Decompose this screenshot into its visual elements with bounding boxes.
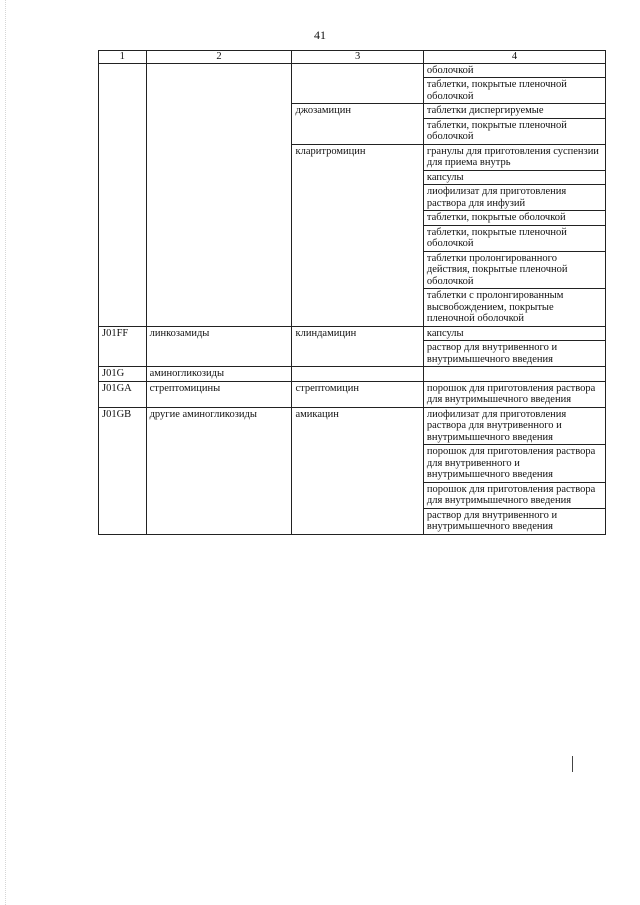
drug-name-cell: амикацин: [292, 407, 423, 534]
table-row: [99, 63, 606, 78]
dosage-form-cell: раствор для внутривенного и внутримышечного введения: [423, 341, 605, 367]
group-name-cell: линкозамиды: [146, 326, 292, 367]
page-number: 41: [314, 28, 326, 42]
margin-mark: [572, 756, 573, 772]
drug-name-cell: [292, 367, 423, 382]
header-row: [99, 51, 606, 64]
table-body: [99, 63, 606, 534]
table-row: [99, 326, 606, 341]
drug-name-cell: [292, 63, 423, 104]
table-row: [99, 381, 606, 407]
table-header: [99, 51, 606, 64]
dosage-form-cell: таблетки, покрытые пленочной оболочкой: [423, 225, 605, 251]
header-col-3: 3: [292, 51, 423, 64]
dosage-form-cell: порошок для приготовления раствора для внутримышечного введения: [423, 381, 605, 407]
dosage-form-cell: таблетки пролонгированного действия, покрытые пленочной оболочкой: [423, 251, 605, 289]
dosage-form-cell: [423, 367, 605, 382]
dosage-form-cell: порошок для приготовления раствора для внутривенного и внутримышечного введения: [423, 445, 605, 483]
scan-margin-line: [5, 0, 6, 905]
table-row: [99, 407, 606, 445]
group-name-cell: другие аминогликозиды: [146, 407, 292, 534]
group-name-cell: стрептомицины: [146, 381, 292, 407]
dosage-form-cell: оболочкой: [423, 63, 605, 78]
group-name-cell: [146, 63, 292, 326]
drug-name-cell: стрептомицин: [292, 381, 423, 407]
atc-code-cell: J01GA: [99, 381, 147, 407]
dosage-form-cell: лиофилизат для приготовления раствора для внутривенного и внутримышечного введения: [423, 407, 605, 445]
dosage-form-cell: таблетки с пролонгированным высвобождением, покрытые пленочной оболочкой: [423, 289, 605, 327]
dosage-form-cell: порошок для приготовления раствора для внутримышечного введения: [423, 482, 605, 508]
drug-name-cell: кларитромицин: [292, 144, 423, 326]
dosage-form-cell: лиофилизат для приготовления раствора для инфузий: [423, 185, 605, 211]
medication-table: [98, 50, 606, 535]
atc-code-cell: J01G: [99, 367, 147, 382]
dosage-form-cell: таблетки, покрытые оболочкой: [423, 211, 605, 226]
dosage-form-cell: таблетки, покрытые пленочной оболочкой: [423, 118, 605, 144]
table-row: [99, 367, 606, 382]
group-name-cell: аминогликозиды: [146, 367, 292, 382]
header-col-2: 2: [146, 51, 292, 64]
atc-code-cell: [99, 63, 147, 326]
drug-name-cell: клиндамицин: [292, 326, 423, 367]
header-col-4: 4: [423, 51, 605, 64]
dosage-form-cell: капсулы: [423, 326, 605, 341]
dosage-form-cell: раствор для внутривенного и внутримышечного введения: [423, 508, 605, 534]
atc-code-cell: J01FF: [99, 326, 147, 367]
dosage-form-cell: гранулы для приготовления суспензии для приема внутрь: [423, 144, 605, 170]
drug-name-cell: джозамицин: [292, 104, 423, 145]
atc-code-cell: J01GB: [99, 407, 147, 534]
header-col-1: 1: [99, 51, 147, 64]
dosage-form-cell: капсулы: [423, 170, 605, 185]
dosage-form-cell: таблетки, покрытые пленочной оболочкой: [423, 78, 605, 104]
dosage-form-cell: таблетки диспергируемые: [423, 104, 605, 119]
